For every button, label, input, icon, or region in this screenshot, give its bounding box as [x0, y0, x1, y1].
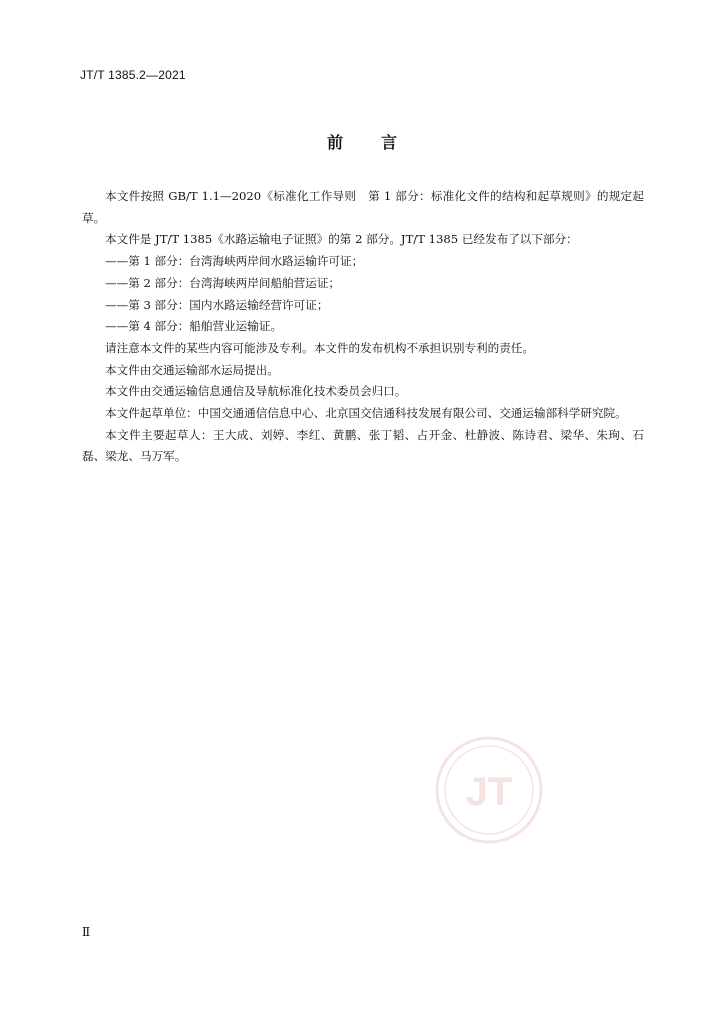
paragraph-proposer: 本文件由交通运输部水运局提出。	[105, 362, 279, 377]
watermark-text: JT	[465, 770, 513, 814]
page-number: Ⅱ	[82, 925, 91, 939]
list-item-part-1: ——第 1 部分：台湾海峡两岸间水路运输许可证；	[105, 254, 364, 269]
paragraph-committee: 本文件由交通运输信息通信及导航标准化技术委员会归口。	[105, 384, 407, 399]
foreword-body	[82, 186, 644, 468]
paragraph-part-info: 本文件是 JT/T 1385《水路运输电子证照》的第 2 部分。JT/T 1385 已经发布了以下部分：	[105, 232, 578, 247]
paragraph-patent-notice: 请注意本文件的某些内容可能涉及专利。本文件的发布机构不承担识别专利的责任。	[105, 340, 534, 355]
page-title: 前言	[326, 133, 435, 152]
document-code-header: JT/T 1385.2—2021	[80, 68, 186, 82]
list-item-part-3: ——第 3 部分：国内水路运输经营许可证；	[105, 297, 329, 312]
paragraph-drafting-rules: 本文件按照 GB/T 1.1—2020《标准化工作导则 第 1 部分：标准化文件的结构和起草规则》的规定起草。	[82, 189, 644, 225]
jt-watermark-logo	[434, 735, 544, 845]
paragraph-drafters: 本文件主要起草人：王大成、刘婷、李红、黄鹏、张丁韬、占开金、杜静波、陈诗君、梁华、朱珣、石磊、梁龙、马万军。	[82, 427, 644, 464]
list-item-part-2: ——第 2 部分：台湾海峡两岸间船舶营运证；	[105, 275, 341, 290]
paragraph-drafting-units: 本文件起草单位：中国交通通信信息中心、北京国交信通科技发展有限公司、交通运输部科学研究院。	[105, 406, 627, 421]
list-item-part-4: ——第 4 部分：船舶营业运输证。	[105, 319, 283, 334]
